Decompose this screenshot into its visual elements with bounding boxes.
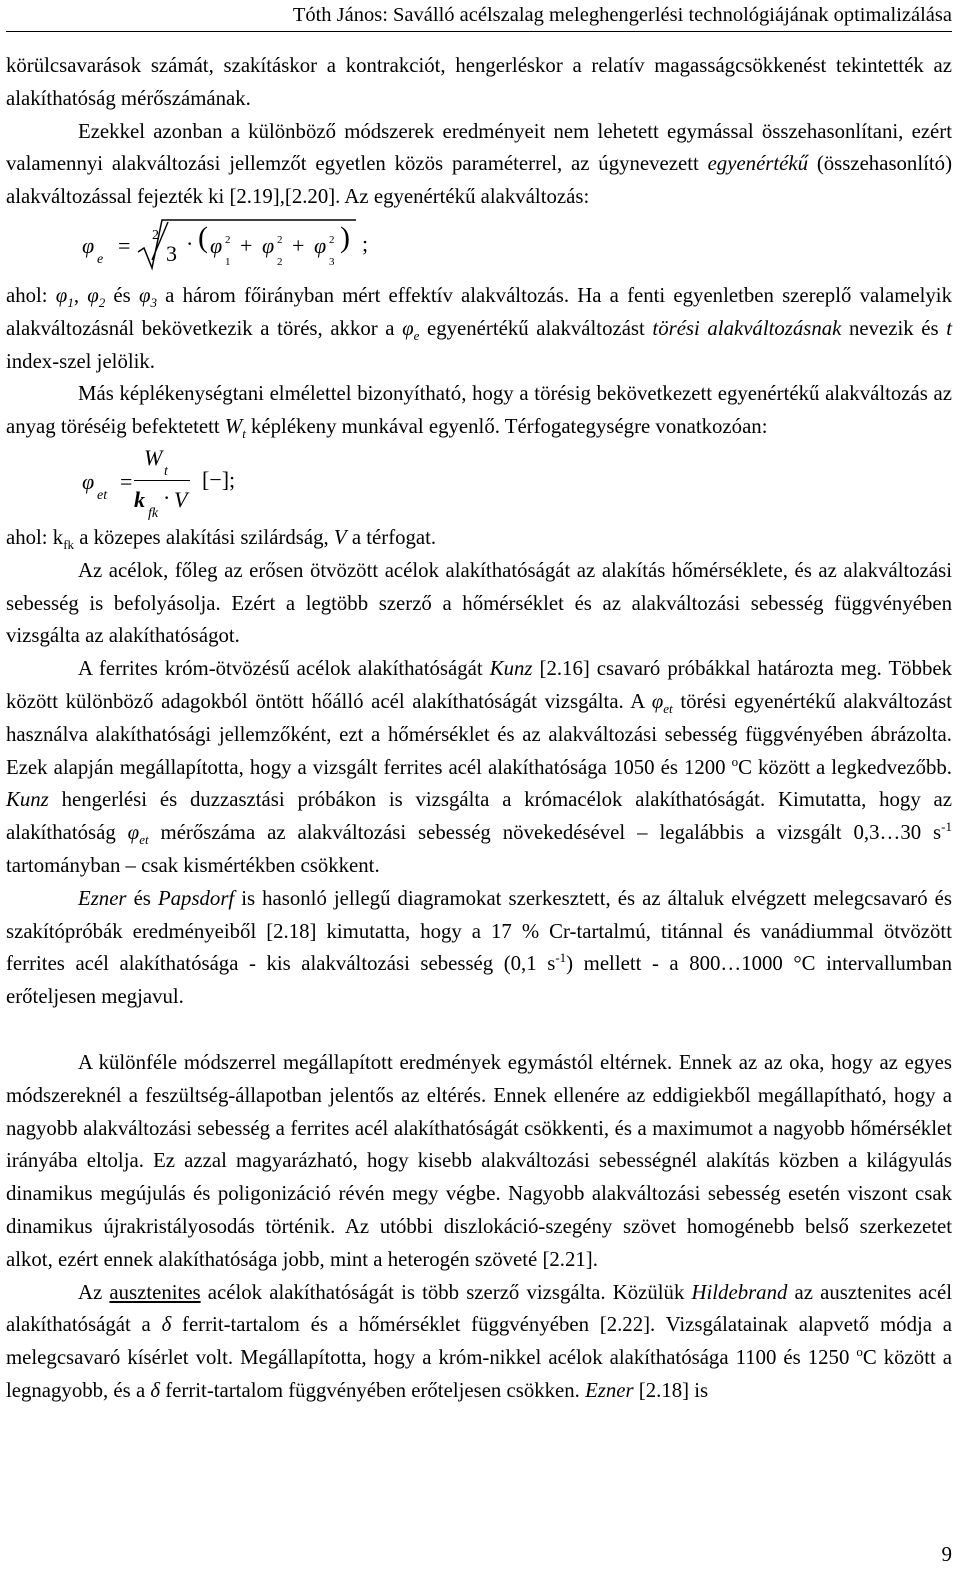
text: C között a legkedvezőbb.: [738, 755, 952, 779]
paragraph: [6, 653, 952, 883]
header-rule: [6, 31, 952, 32]
author-name: Hildebrand: [691, 1280, 788, 1304]
author-name: Kunz: [489, 657, 533, 681]
text: az ausztenites acél alakíthatóságát a: [6, 1280, 952, 1337]
subscript: 2: [98, 295, 106, 311]
text: a három főirányban mért effektív alakváltozás. Ha a fenti egyenletben szereplő valamelyik alakváltozásnál bekövetkezik a törés, akkor a: [6, 283, 952, 340]
formula-subscript: t: [164, 463, 168, 479]
text: nevezik és: [841, 316, 947, 340]
formula-equals: =: [118, 232, 131, 258]
text: a közepes alakítási szilárdság,: [74, 525, 334, 549]
text: és: [105, 283, 139, 307]
text: ferrit-tartalom és a hőmérséklet függvényében [2.22]. Vizsgálatainak alapvető módja a melegcsavaró kísérlet volt. Megállapította, hogy a króm-nikkel acélok alakíthatósága 1100 és 1250: [6, 1313, 952, 1370]
page-body: [6, 50, 952, 1408]
emphasis: törési alakváltozásnak: [652, 316, 842, 340]
symbol: φ: [138, 283, 151, 307]
formula-superscript: 2: [277, 233, 283, 246]
subscript: e: [413, 327, 420, 343]
symbol: δ: [161, 1313, 172, 1337]
symbol: V: [333, 525, 347, 549]
superscript: o: [856, 1344, 863, 1360]
formula-dot: ·: [186, 230, 194, 256]
subscript: et: [139, 832, 149, 848]
formula-subscript: 2: [277, 255, 283, 268]
text: Ezekkel azonban a különböző módszerek eredményeit nem lehetett egymással összehasonlítani, ezért valamennyi alakváltozási jellemzőt egyetlen közös paraméterrel, az úgynevezett: [6, 119, 952, 176]
text: mérőszáma az alakváltozási sebesség növekedésével – legalábbis a vizsgált 0,3…30 s: [148, 821, 942, 845]
formula-plus: +: [240, 232, 253, 258]
symbol: φ: [127, 821, 140, 845]
formula-subscript: 1: [225, 255, 231, 268]
text: ,: [73, 283, 88, 307]
symbol: W: [224, 415, 243, 439]
formula-superscript: 2: [225, 233, 231, 246]
text: acélok alakíthatóságát is több szerző vizsgálta. Közülük: [200, 1280, 692, 1304]
formula-symbol: φ: [262, 232, 275, 258]
paragraph: [6, 883, 952, 1014]
formula-paren: ): [340, 220, 350, 254]
subscript: t: [242, 426, 246, 442]
text: hengerlési és duzzasztási próbákon is vizsgálta a krómacélok alakíthatóságát. Kimutatta, hogy az alakíthatóság: [6, 788, 952, 845]
paragraph-gap: [6, 1014, 952, 1047]
text: a térfogat.: [346, 525, 437, 549]
subscript: et: [663, 701, 673, 717]
formula-superscript: 2: [329, 233, 335, 246]
text: Más képlékenységtani elmélettel bizonyítható, hogy a törésig bekövetkezett egyenértékű alakváltozás az anyag töréséig befektetett: [6, 382, 952, 439]
text: ferrit-tartalom függvényében erőteljesen csökken.: [160, 1378, 586, 1402]
paragraph: [6, 378, 952, 444]
formula-paren: (: [198, 220, 208, 254]
formula-semicolon: ;: [362, 230, 369, 256]
formula-symbol: φ: [210, 232, 223, 258]
formula-subscript: 3: [329, 255, 335, 268]
superscript: -1: [941, 819, 952, 835]
paragraph: körülcsavarások számát, szakításkor a kontrakciót, hengerléskor a relatív magasságcsökkenést tekintették az alakíthatóság mérőszámának.: [6, 54, 952, 110]
text: [2.18] is: [633, 1378, 709, 1402]
paragraph: [6, 1277, 952, 1408]
fracture-strain-formula: [6, 444, 952, 522]
subscript: fk: [63, 537, 75, 553]
paragraph: [6, 116, 952, 214]
paragraph: Az acélok, főleg az erősen ötvözött acélok alakíthatóságát az alakítás hőmérséklete, és az alakváltozási sebesség is befolyásolja. Ezért a legtöbb szerző a hőmérséklet és az alakváltozási sebesség függvényében vizsgálta az alakíthatóságot.: [6, 558, 952, 648]
symbol: φ: [651, 689, 664, 713]
text: egyenértékű alakváltozást: [419, 316, 653, 340]
formula-subscript: fk: [148, 505, 159, 521]
text: (összehasonlító) alakváltozással fejezték ki [2.19],[2.20]. Az egyenértékű alakváltozás:: [6, 152, 952, 209]
text: C között a legnagyobb, és a: [6, 1346, 952, 1402]
emphasis: egyenértékű: [707, 152, 809, 176]
formula-symbol: φ: [314, 232, 327, 258]
author-name: Ezner: [78, 886, 127, 910]
text: tartományban – csak kismértékben csökkent.: [6, 853, 380, 877]
underlined-term: ausztenites: [109, 1280, 201, 1304]
subscript: 3: [150, 295, 157, 311]
formula-symbol: φ: [82, 232, 95, 258]
symbol: φ: [55, 283, 68, 307]
text: és: [126, 886, 158, 910]
formula-plus: +: [292, 232, 305, 258]
formula-subscript: et: [97, 487, 108, 503]
text: törési egyenértékű alakváltozást használva alakíthatósági jellemzőként, ezt a hőmérséklet és az alakváltozási sebesség függvényében ábrázolta. Ezek alapján megállapította, hogy a vizsgált ferrites acél alakíthatósága 1050 és 1200: [6, 689, 952, 779]
fraction-denominator: k: [134, 486, 145, 512]
fraction-numerator: 2: [152, 227, 159, 243]
equivalent-strain-formula: [6, 214, 952, 280]
formula-unit: [−];: [202, 466, 236, 492]
running-header: Tóth János: Saválló acélszalag meleghengerlési technológiájának optimalizálása: [292, 4, 952, 26]
text: ) mellett - a 800…1000 °C intervallumban erőteljesen megjavul.: [6, 952, 953, 1009]
text: ahol: k: [6, 525, 64, 549]
superscript: o: [731, 753, 739, 769]
fraction-bar: [134, 480, 190, 481]
subscript: 1: [67, 295, 74, 311]
text: [2.16] csavaró próbákkal határozta meg. Többek között különböző adagokból öntött hőálló acél alakíthatóságát vizsgálta. A: [6, 657, 952, 713]
symbol: φ: [402, 316, 414, 340]
symbol: t: [946, 316, 952, 340]
page-number: 9: [941, 1542, 952, 1566]
text: képlékeny munkával egyenlő. Térfogategységre vonatkozóan:: [245, 415, 768, 439]
author-name: Ezner: [585, 1378, 634, 1402]
formula-subscript: e: [97, 251, 104, 267]
formula-dot: ·: [163, 484, 171, 510]
author-name: Kunz: [6, 788, 49, 812]
text: A ferrites króm-ötvözésű acélok alakíthatóságát: [78, 657, 490, 681]
author-name: Papsdorf: [157, 886, 235, 910]
superscript: -1: [555, 950, 567, 966]
fraction-denominator: 3: [166, 240, 177, 266]
formula-symbol: φ: [82, 468, 95, 494]
text: index-szel jelölik.: [6, 349, 156, 373]
text: ahol:: [6, 283, 56, 307]
symbol: δ: [150, 1378, 161, 1402]
text: Az: [78, 1280, 110, 1304]
fraction-denominator: V: [174, 486, 188, 512]
text: is hasonló jellegű diagramokat szerkesztett, és az általuk elvégzett melegcsavaró és szakítópróbák eredményeiből [2.18] kimutatta, hogy a 17 % Cr-tartalmú, titánnal és vanádiummal ötvözött ferrites acél alakíthatósága - kis alakváltozási sebesség (0,1 s: [6, 886, 952, 976]
symbol: φ: [87, 283, 99, 307]
formula-equals: =: [120, 468, 133, 494]
paragraph: [6, 280, 952, 378]
fraction-numerator: W: [144, 444, 163, 470]
paragraph: A különféle módszerrel megállapított eredmények egymástól eltérnek. Ennek az az oka, hogy az egyes módszereknél a feszültség-állapotban jelentős az eltérés. Ennek ellenére az eddigiekből megállapítható, hogy a nagyobb alakváltozási sebesség a ferrites acél alakíthatóságát csökkenti, és a maximumot a nagyobb hőmérséklet irányába eltolja. Ez azzal magyarázható, hogy kisebb alakváltozási sebességnél alakítás közben a kilágyulás dinamikus megújulás és poligonizáció révén megy végbe. Nagyobb alakváltozási sebesség esetén viszont csak dinamikus újrakristályosodás történik. Az utóbbi diszlokáció-szegény szövet homogénebb belső szerkezetet alkot, ezért ennek alakíthatósága jobb, mint a heterogén szöveté [2.21].: [6, 1050, 952, 1271]
